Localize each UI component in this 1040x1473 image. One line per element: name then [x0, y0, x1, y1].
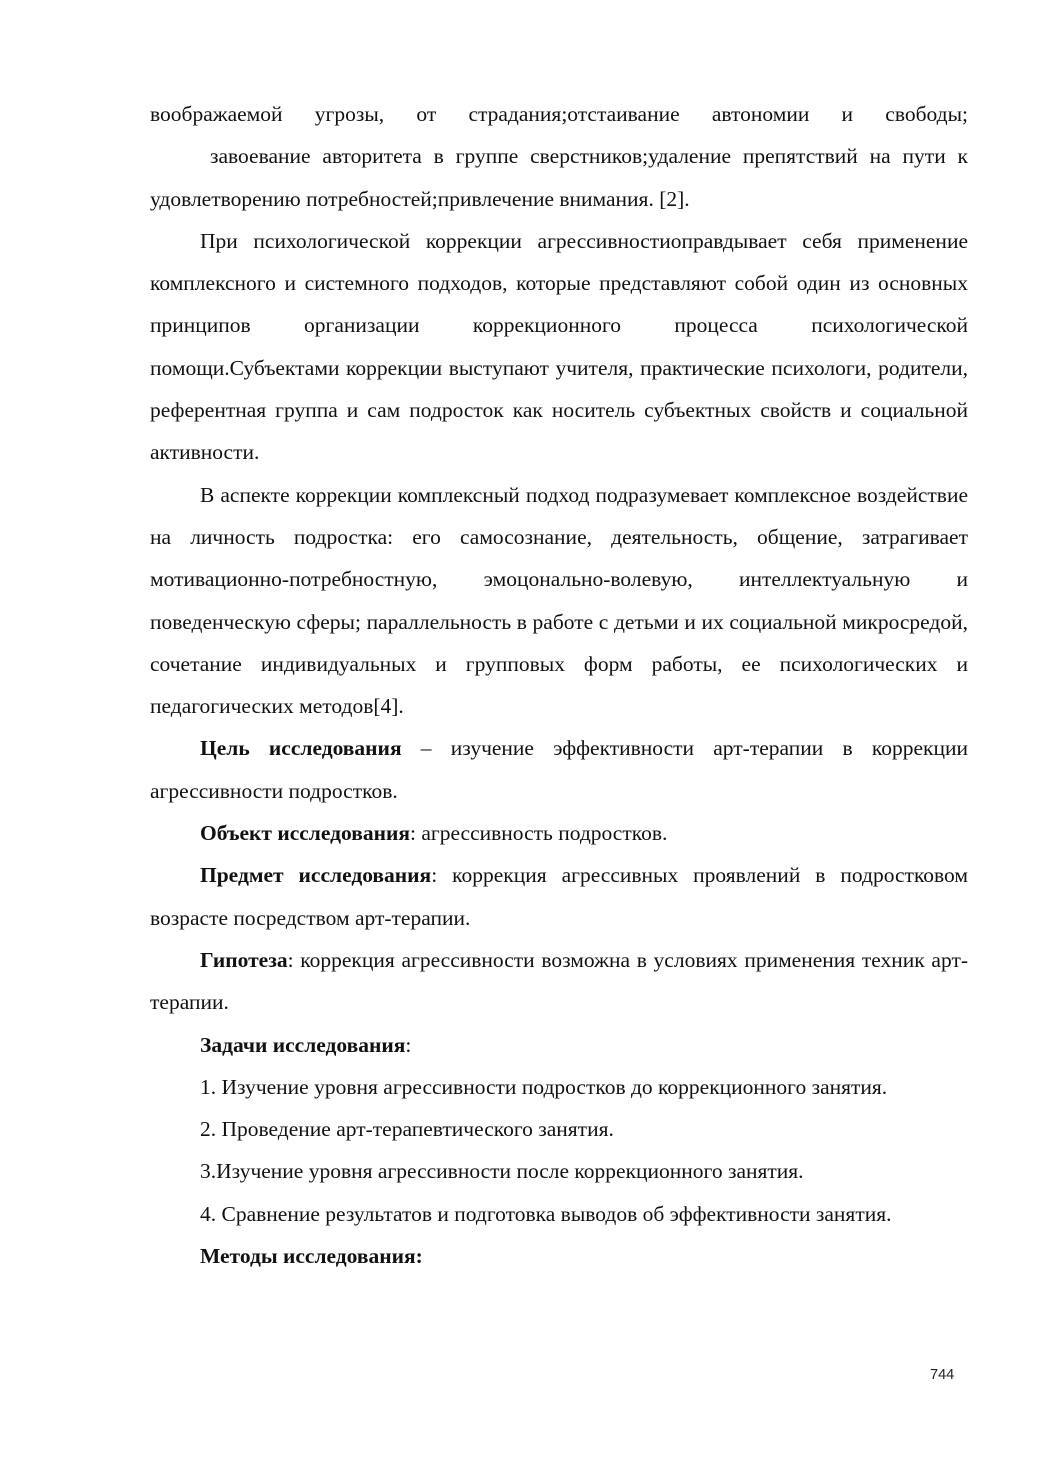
research-goal — [150, 727, 968, 812]
research-methods-heading — [150, 1235, 968, 1277]
research-subject-label: Предмет исследования — [200, 863, 432, 888]
research-goal-label: Цель исследования — [200, 736, 402, 761]
paragraph: При психологической коррекции агрессивностиоправдывает себя применение комплексного и системного подходов, которые представляют собой один из основных принципов организации коррекционного процесса психологической помощи.Субъектами коррекции выступают учителя, практические психологи, родители, референтная группа и сам подросток как носитель субъектных свойств и социальной активности. — [150, 228, 968, 465]
research-hypothesis-text: : коррекция агрессивности возможна в условиях применения техник арт-терапии. — [150, 947, 968, 1015]
task-item: 3.Изучение уровня агрессивности после коррекционного занятия. — [200, 1159, 804, 1184]
research-object — [150, 812, 968, 854]
research-object-label: Объект исследования — [200, 821, 410, 846]
task-item: 1. Изучение уровня агрессивности подростков до коррекционного занятия. — [200, 1074, 888, 1099]
research-hypothesis-label: Гипотеза — [200, 947, 288, 972]
research-methods-label: Методы исследования: — [200, 1244, 423, 1269]
paragraph: В аспекте коррекции комплексный подход подразумевает комплексное воздействие на личность подростка: его самосознание, деятельность, общение, затрагивает мотивационно-потребностную, эмоцонально-волевую, интеллектуальную и поведенческую сферы; параллельность в работе с детьми и их социальной микросредой, сочетание индивидуальных и групповых форм работы, ее психологических и педагогических методов[4]. — [150, 482, 968, 719]
research-goal-text: – изучение эффективности арт-терапии в коррекции агрессивности подростков. — [150, 736, 968, 803]
research-subject-text: : коррекция агрессивных проявлений в подростковом возрасте посредством арт-терапии. — [150, 863, 969, 930]
research-tasks-suffix: : — [405, 1032, 412, 1057]
research-hypothesis — [150, 939, 968, 1024]
task-item: 2. Проведение арт-терапевтического занятия. — [200, 1117, 614, 1142]
document-page — [150, 93, 968, 1277]
research-tasks-label: Задачи исследования — [200, 1032, 406, 1057]
page-number: 744 — [930, 1367, 955, 1383]
paragraph: завоевание авторитета в группе сверстников;удаление препятствий на пути к удовлетворению потребностей;привлечение внимания. [2]. — [150, 144, 968, 211]
task-item: 4. Сравнение результатов и подготовка выводов об эффективности занятия. — [200, 1201, 892, 1226]
paragraph-line: воображаемой угрозы, от страдания;отстаивание автономии и свободы; — [150, 102, 968, 126]
research-object-text: : агрессивность подростков. — [410, 821, 668, 846]
research-tasks-heading — [150, 1024, 968, 1066]
research-subject — [150, 854, 968, 939]
